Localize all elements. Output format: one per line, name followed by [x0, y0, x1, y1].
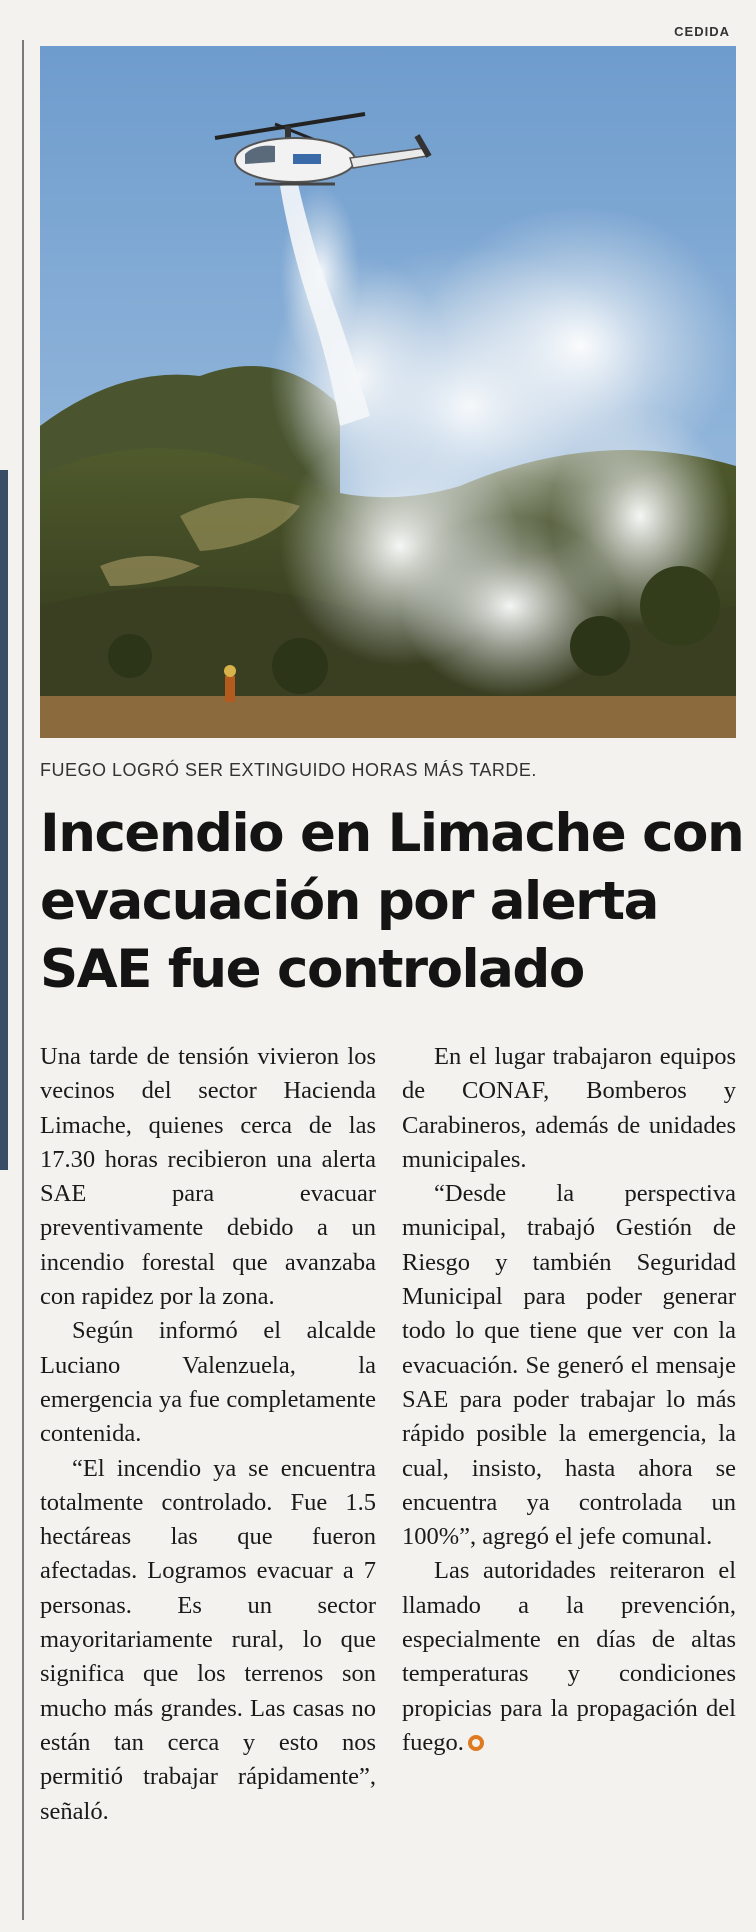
adjacent-page-edge: [0, 470, 8, 1170]
body-column-1: [40, 1040, 376, 1829]
photo-credit: CEDIDA: [674, 24, 730, 39]
paragraph: Una tarde de tensión vivieron los vecinos del sector Hacienda Limache, quienes cerca de las 17.30 horas recibieron una alerta SAE para evacuar preventivamente debido a un incendio forestal que avanzaba con rapidez por la zona.: [40, 1043, 376, 1311]
paragraph: En el lugar trabajaron equipos de CONAF, Bomberos y Carabineros, además de unidades municipales.: [402, 1043, 736, 1173]
headline-line: evacuación por alerta: [40, 871, 658, 932]
paragraph: “El incendio ya se encuentra totalmente controlado. Fue 1.5 hectáreas las que fueron afectadas. Logramos evacuar a 7 personas. Es un sector mayoritariamente rural, lo que significa que los terrenos son mucho más grandes. Las casas no están tan cerca y esto nos permitió trabajar rápidamente”, señaló.: [40, 1454, 376, 1825]
paragraph: Según informó el alcalde Luciano Valenzuela, la emergencia ya fue completamente contenida.: [40, 1317, 376, 1448]
article-photo: [40, 46, 736, 738]
photo-caption: FUEGO LOGRÓ SER EXTINGUIDO HORAS MÁS TARDE.: [40, 760, 537, 780]
headline-line: Incendio en Limache con: [40, 803, 744, 864]
paragraph-text: Las autoridades reiteraron el llamado a la prevención, especialmente en días de altas temperaturas y condiciones propicias para la propagación del fuego.: [402, 1557, 736, 1756]
headline: [40, 800, 744, 1004]
column-rule: [22, 40, 24, 1920]
headline-line: SAE fue controlado: [40, 939, 584, 1000]
paragraph: “Desde la perspectiva municipal, trabajó Gestión de Riesgo y también Seguridad Municipal para poder generar todo lo que tiene que ver con la evacuación. Se generó el mensaje SAE para poder trabajar lo más rápido posible la emergencia, la cual, insisto, hasta ahora se encuentra ya controlada un 100%”, agregó el jefe comunal.: [402, 1180, 736, 1551]
body-column-2: [402, 1040, 736, 1760]
end-of-article-icon: [468, 1735, 484, 1751]
paragraph-last: [402, 1554, 736, 1760]
photo-helicopter-fire-icon: [40, 46, 736, 738]
